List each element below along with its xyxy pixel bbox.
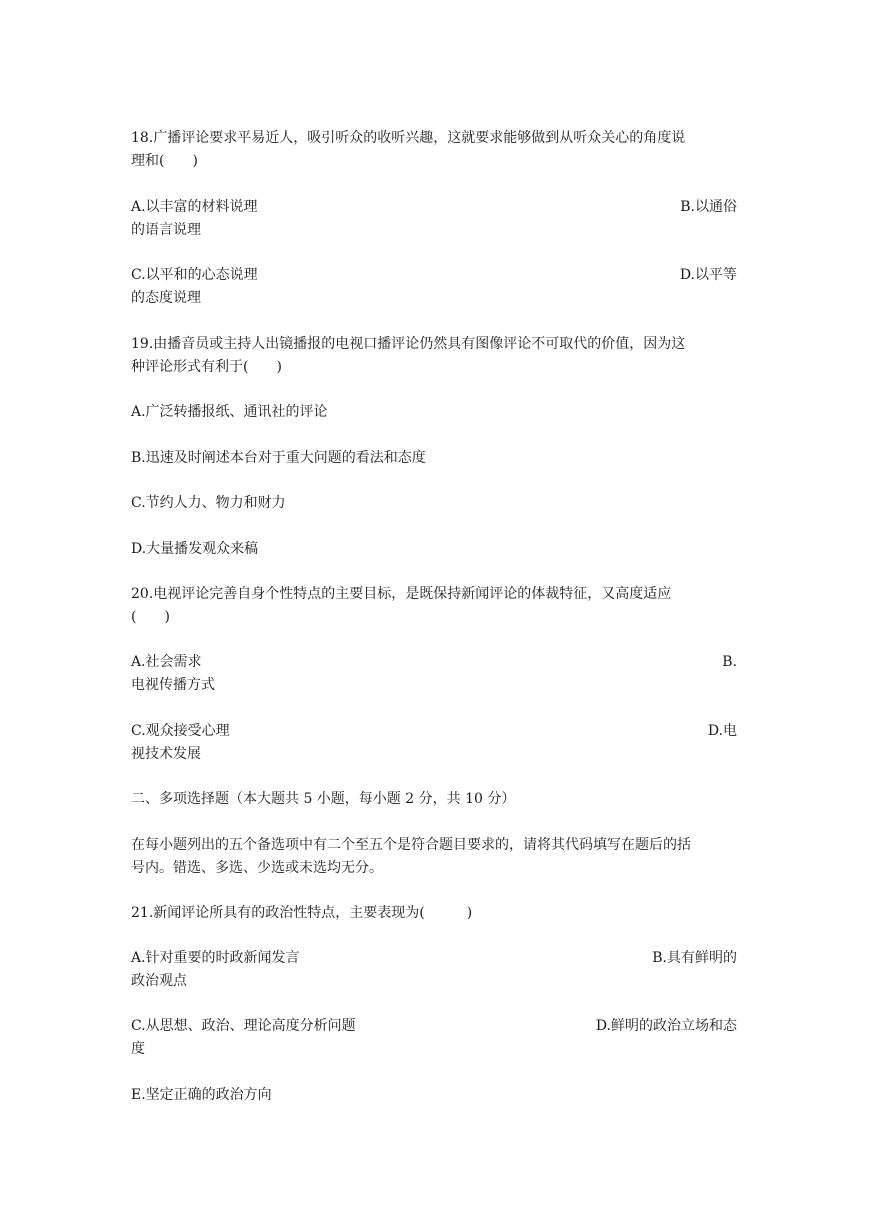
question-19-option-c: C.节约人力、物力和财力: [131, 495, 286, 511]
question-18: [131, 127, 737, 173]
question-19-option-b-block: [131, 447, 737, 470]
question-21-option-e-block: [131, 1084, 737, 1107]
question-20-options-ab: [131, 651, 737, 697]
question-19-stem-line2: 种评论形式有利于( ): [131, 359, 282, 375]
question-18-stem-line1: 18.广播评论要求平易近人，吸引听众的收听兴趣，这就要求能够做到从听众关心的角度说: [131, 130, 686, 146]
question-21-option-e: E.坚定正确的政治方向: [131, 1087, 272, 1103]
question-21-option-a: A.针对重要的时政新闻发言: [131, 950, 300, 966]
question-20-option-c: C.观众接受心理: [131, 723, 230, 739]
question-18-stem-line2: 理和( ): [131, 153, 198, 169]
question-19-option-a-block: [131, 401, 737, 424]
question-19-option-b: B.迅速及时阐述本台对于重大问题的看法和态度: [131, 450, 426, 466]
question-19: [131, 333, 737, 379]
question-21-option-b-wrap: 政治观点: [131, 973, 187, 989]
question-18-options-cd: [131, 264, 737, 310]
section-2-heading-block: [131, 788, 737, 811]
question-20-option-a: A.社会需求: [131, 654, 202, 670]
question-21-stem: 21.新闻评论所具有的政治性特点，主要表现为( ): [131, 905, 473, 921]
section-heading: 二、多项选择题（本大题共 5 小题，每小题 2 分，共 10 分）: [131, 791, 516, 807]
question-18-option-a: A.以丰富的材料说理: [131, 199, 258, 215]
question-21-option-b: B.具有鲜明的: [652, 950, 737, 966]
question-19-option-d: D.大量播发观众来稿: [131, 541, 259, 557]
question-20-option-d: D.电: [707, 723, 737, 739]
question-20-stem-line2: ( ): [131, 609, 170, 625]
question-18-option-d-wrap: 的态度说理: [131, 290, 201, 306]
question-21-options-ab: [131, 947, 737, 993]
question-21-options-cd: [131, 1015, 737, 1061]
question-20-options-cd: [131, 720, 737, 766]
question-21-option-d: D.鲜明的政治立场和态: [595, 1018, 737, 1034]
question-18-option-c: C.以平和的心态说理: [131, 267, 258, 283]
section-instructions-line2: 号内。错选、多选、少选或未选均无分。: [131, 860, 383, 876]
question-19-option-c-block: [131, 492, 737, 515]
question-18-option-b: B.以通俗: [680, 199, 737, 215]
question-18-option-b-wrap: 的语言说理: [131, 222, 201, 238]
question-21-option-c: C.从思想、政治、理论高度分析问题: [131, 1018, 356, 1034]
question-19-option-a: A.广泛转播报纸、通讯社的评论: [131, 404, 328, 420]
question-21-option-d-wrap: 度: [131, 1041, 145, 1057]
question-18-option-d: D.以平等: [679, 267, 737, 283]
question-19-stem-line1: 19.由播音员或主持人出镜播报的电视口播评论仍然具有图像评论不可取代的价值，因为这: [131, 336, 686, 352]
question-20-option-b-wrap: 电视传播方式: [131, 677, 215, 693]
question-20-option-b: B.: [722, 654, 737, 670]
question-20-stem-line1: 20.电视评论完善自身个性特点的主要目标，是既保持新闻评论的体裁特征，又高度适应: [131, 586, 672, 602]
section-2-instructions: [131, 834, 737, 880]
question-20: [131, 583, 737, 629]
section-instructions-line1: 在每小题列出的五个备选项中有二个至五个是符合题目要求的，请将其代码填写在题后的括: [131, 837, 691, 853]
question-19-option-d-block: [131, 538, 737, 561]
question-20-option-d-wrap: 视技术发展: [131, 746, 201, 762]
question-18-options-ab: [131, 196, 737, 242]
question-21: [131, 902, 737, 925]
